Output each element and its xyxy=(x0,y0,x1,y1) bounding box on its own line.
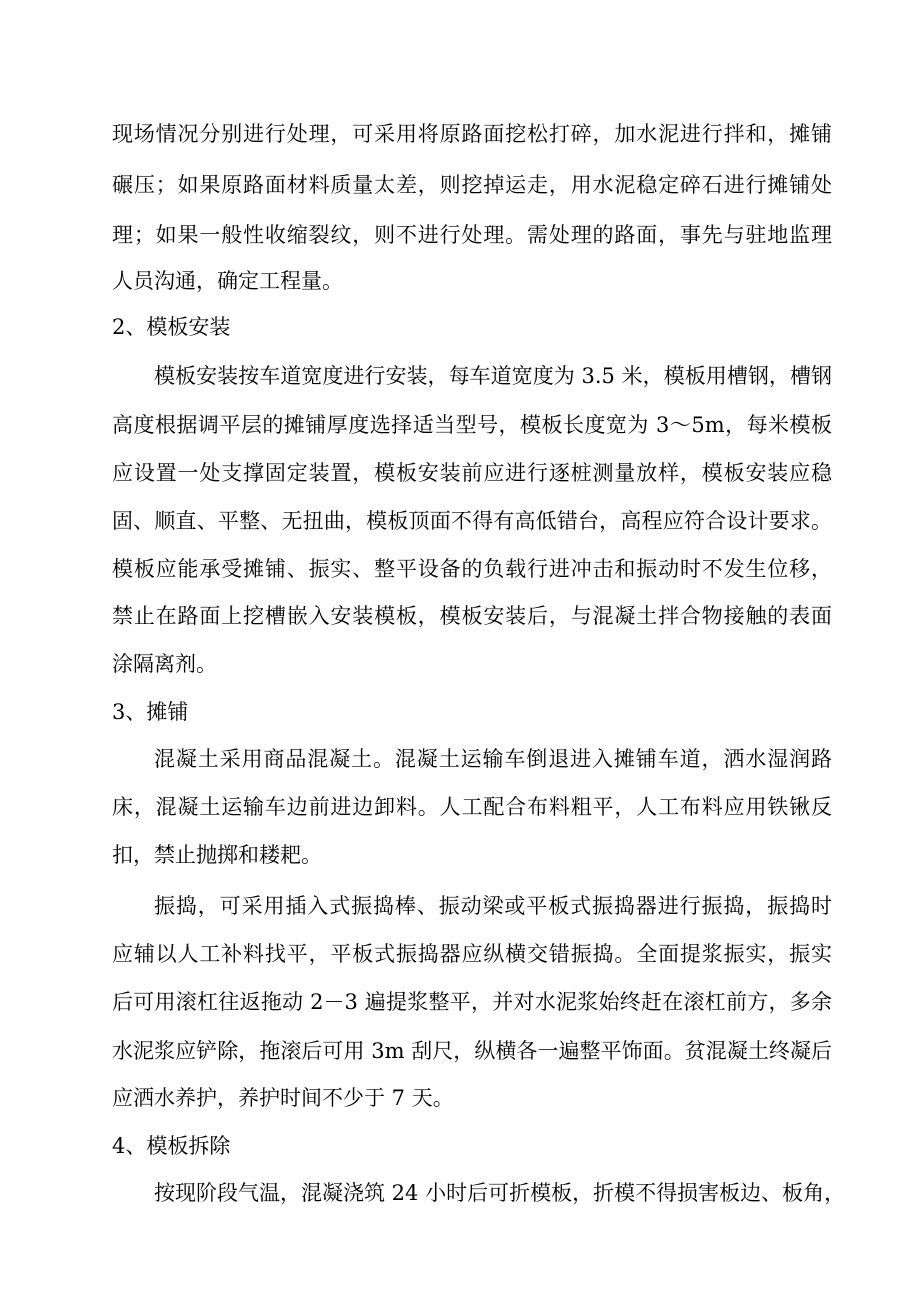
text-line: 应设置一处支撑固定装置，模板安装前应进行逐桩测量放样，模板安装应稳 xyxy=(112,461,832,485)
text-line: 振捣，可采用插入式振捣棒、振动梁或平板式振捣器进行振捣，振捣时 xyxy=(154,894,832,918)
text-line: 应洒水养护，养护时间不少于 7 天。 xyxy=(112,1086,454,1110)
text-line: 人员沟通，确定工程量。 xyxy=(112,269,343,293)
text-line: 固、顺直、平整、无扭曲，模板顶面不得有高低错台，高程应符合设计要求。 xyxy=(112,509,832,533)
text-line: 碾压；如果原路面材料质量太差，则挖掉运走，用水泥稳定碎石进行摊铺处 xyxy=(112,173,832,197)
text-line: 混凝土采用商品混凝土。混凝土运输车倒退进入摊铺车道，洒水湿润路 xyxy=(154,747,832,771)
text-line: 水泥浆应铲除，拖滚后可用 3m 刮尺，纵横各一遍整平饰面。贫混凝土终凝后 xyxy=(112,1039,832,1063)
text-line: 按现阶段气温，混凝浇筑 24 小时后可折模板，折模不得损害板边、板角， xyxy=(154,1181,846,1205)
text-line: 扣，禁止抛掷和耧耙。 xyxy=(112,843,322,867)
text-line: 应辅以人工补料找平，平板式振捣器应纵横交错振捣。全面提浆振实，振实 xyxy=(112,942,832,966)
text-line: 理；如果一般性收缩裂纹，则不进行处理。需处理的路面，事先与驻地监理 xyxy=(112,223,832,247)
text-line: 禁止在路面上挖槽嵌入安装模板，模板安装后，与混凝土拌合物接触的表面 xyxy=(112,604,832,628)
section-heading: 4、模板拆除 xyxy=(112,1134,231,1158)
text-line: 涂隔离剂。 xyxy=(112,652,217,676)
text-line: 现场情况分别进行处理，可采用将原路面挖松打碎，加水泥进行拌和，摊铺 xyxy=(112,122,832,146)
section-heading: 2、模板安装 xyxy=(112,315,231,339)
text-line: 高度根据调平层的摊铺厚度选择适当型号，模板长度宽为 3～5m，每米模板 xyxy=(112,413,832,437)
text-line: 床，混凝土运输车边前进边卸料。人工配合布料粗平，人工布料应用铁锹反 xyxy=(112,795,832,819)
section-heading: 3、摊铺 xyxy=(112,700,189,724)
text-line: 模板应能承受摊铺、振实、整平设备的负载行进冲击和振动时不发生位移， xyxy=(112,557,832,581)
text-line: 后可用滚杠往返拖动 2－3 遍提浆整平，并对水泥浆始终赶在滚杠前方，多余 xyxy=(112,990,832,1014)
text-line: 模板安装按车道宽度进行安装，每车道宽度为 3.5 米，模板用槽钢，槽钢 xyxy=(154,364,832,388)
